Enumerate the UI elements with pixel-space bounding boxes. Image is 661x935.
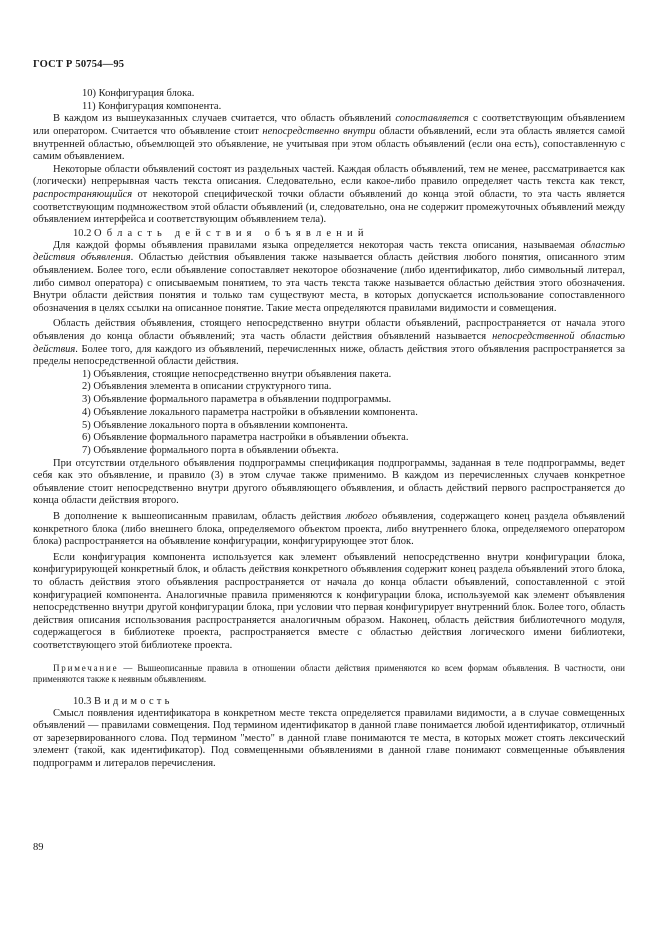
section-heading: 10.3 Видимость xyxy=(73,695,173,707)
running-header: ГОСТ Р 50754—95 xyxy=(33,59,125,70)
list-item: 6) Объявление формального параметра настройки в объявлении объекта. xyxy=(82,432,409,444)
emphasis: непосредственной областью действия xyxy=(33,330,625,355)
paragraph: В каждом из вышеуказанных случаев считается, что область объявлений сопоставляется с соответствующим объявлением или оператором. Считается что объявление стоит непосредственно внутри области объявлений, если эта область является самой внутренней областью, объемлющей это объявление, не учитывая при этом область объявлений (если она есть), сопоставленную с самим объявлением. xyxy=(33,113,625,163)
list-item: 4) Объявление локального параметра настройки в объявлении компонента. xyxy=(82,406,418,418)
page-body xyxy=(33,88,625,770)
list-item: 10) Конфигурация блока. xyxy=(82,88,195,99)
list-item: 1) Объявления, стоящие непосредственно внутри объявления пакета. xyxy=(82,368,392,380)
emphasis: любого xyxy=(345,510,378,522)
emphasis: распространяющийся xyxy=(33,188,133,200)
note: Примечание — Вышеописанные правила в отношении области действия применяются ко всем формам объявления. В частности, они применяются также к неявным объявлениям. xyxy=(33,662,625,684)
paragraph: В дополнение к вышеописанным правилам, область действия любого объявления, содержащего конец раздела объявлений конкретного блока (либо внешнего блока, определяемого объектом проекта, либо внутреннего блока, определяемого оператором блока) распространяется на объявление конфигурации, конфигурирующее этот блок. xyxy=(33,510,625,548)
paragraph: Некоторые области объявлений состоят из раздельных частей. Каждая область объявлений, тем не менее, рассматривается как (логически) непрерывная часть текста описания. Следовательно, если какое-либо правило определяет часть текста как текст, распространяющийся от некоторой специфической точки области объявлений до конца этой области, то эта часть является соответствующим подмножеством этой области объявлений (и, следовательно, она не содержит промежуточных объявлений между объявлением интерфейса и соответствующим объявлением тела). xyxy=(33,163,625,226)
list-item: 5) Объявление локального порта в объявлении компонента. xyxy=(82,419,348,431)
emphasis: областью действия объявления xyxy=(33,239,625,264)
note-label: Примечание xyxy=(53,662,119,673)
section-title: Видимость xyxy=(94,695,173,707)
paragraph: Смысл появления идентификатора в конкретном месте текста определяется правилами видимости, а в случае совмещенных объявлений — правилами совмещения. Под термином идентификатор в данной главе понимается любой идентификатор, отличный от зарезервированного слова. Под термином "место" в данной главе понимаются те места, в которых может стоять лексический элемент (такой, как идентификатор). Под совмещенными объявлениями в данной главе понимают совмещенные объявления подпрограмм и литералов перечисления. xyxy=(33,707,625,769)
page-number: 89 xyxy=(33,842,44,853)
paragraph: Область действия объявления, стоящего непосредственно внутри области объявлений, распространяется от начала этого объявления до конца области объявлений; эта часть области действия объявлений называется непосредственной областью действия. Более того, для каждого из объявлений, перечисленных ниже, область действия этого объявления распространяется за пределы непосредственной области действия. xyxy=(33,318,625,368)
paragraph: При отсутствии отдельного объявления подпрограммы спецификация подпрограммы, заданная в теле подпрограммы, ведет себя как это объявление, и правило (3) в этом случае также применимо. В каждом из перечисленных случаев конкретное объявление стоит непосредственно внутри другого объявляющего объявления, и область действий первого распространяется до конца области действия второго. xyxy=(33,457,625,507)
paragraph: Если конфигурация компонента используется как элемент объявлений непосредственно внутри конфигурации блока, конфигурирующей конкретный блок, и область действия конкретного объявления содержит конец раздела объявлений этого блока, то область действия этого объявления распространяется от начала до конца области объявлений, сопоставленной с этой конфигурацией компонента. Аналогичные правила применяются к конфигурации блока, используемой как элемент объявления непосредственно внутри другой конфигурации блока, при условии что первая конфигурирует внутренний блок. Более того, область действия описания использования распространяется аналогичным образом. Наконец, область действия библиотечного модуля, содержащегося в библиотеке проекта, распространяется вместе с областью действия логического имени библиотеки, соответствующего этой библиотеке проекта. xyxy=(33,551,625,651)
list-item: 3) Объявление формального параметра в объявлении подпрограммы. xyxy=(82,394,392,406)
paragraph: Для каждой формы объявления правилами языка определяется некоторая часть текста описания, называемая областью действия объявления. Областью действия объявления также называется область действия любого понятия, описанного этим объявлением. Более того, если объявление сопоставляет некоторое обозначение (либо идентификатор, либо символьный литерал, либо символ оператора) с описываемым понятием, то эта часть текста также называется областью действия этого обозначения. Внутри области действия понятия и только там существуют места, в которых допускается использование сопоставленного обозначения в целях ссылки на описанное понятие. Такие места определяются правилами видимости и совмещения. xyxy=(33,239,625,314)
emphasis: непосредственно внутри xyxy=(262,126,376,137)
emphasis: сопоставляется xyxy=(395,113,469,125)
list-item: 7) Объявление формального порта в объявлении объекта. xyxy=(82,444,339,456)
section-heading: 10.2 Область действия объявлений xyxy=(73,227,369,239)
list-item: 2) Объявления элемента в описании структурного типа. xyxy=(82,381,332,393)
section-title: Область действия объявлений xyxy=(94,227,369,239)
list-item: 11) Конфигурация компонента. xyxy=(82,100,222,112)
